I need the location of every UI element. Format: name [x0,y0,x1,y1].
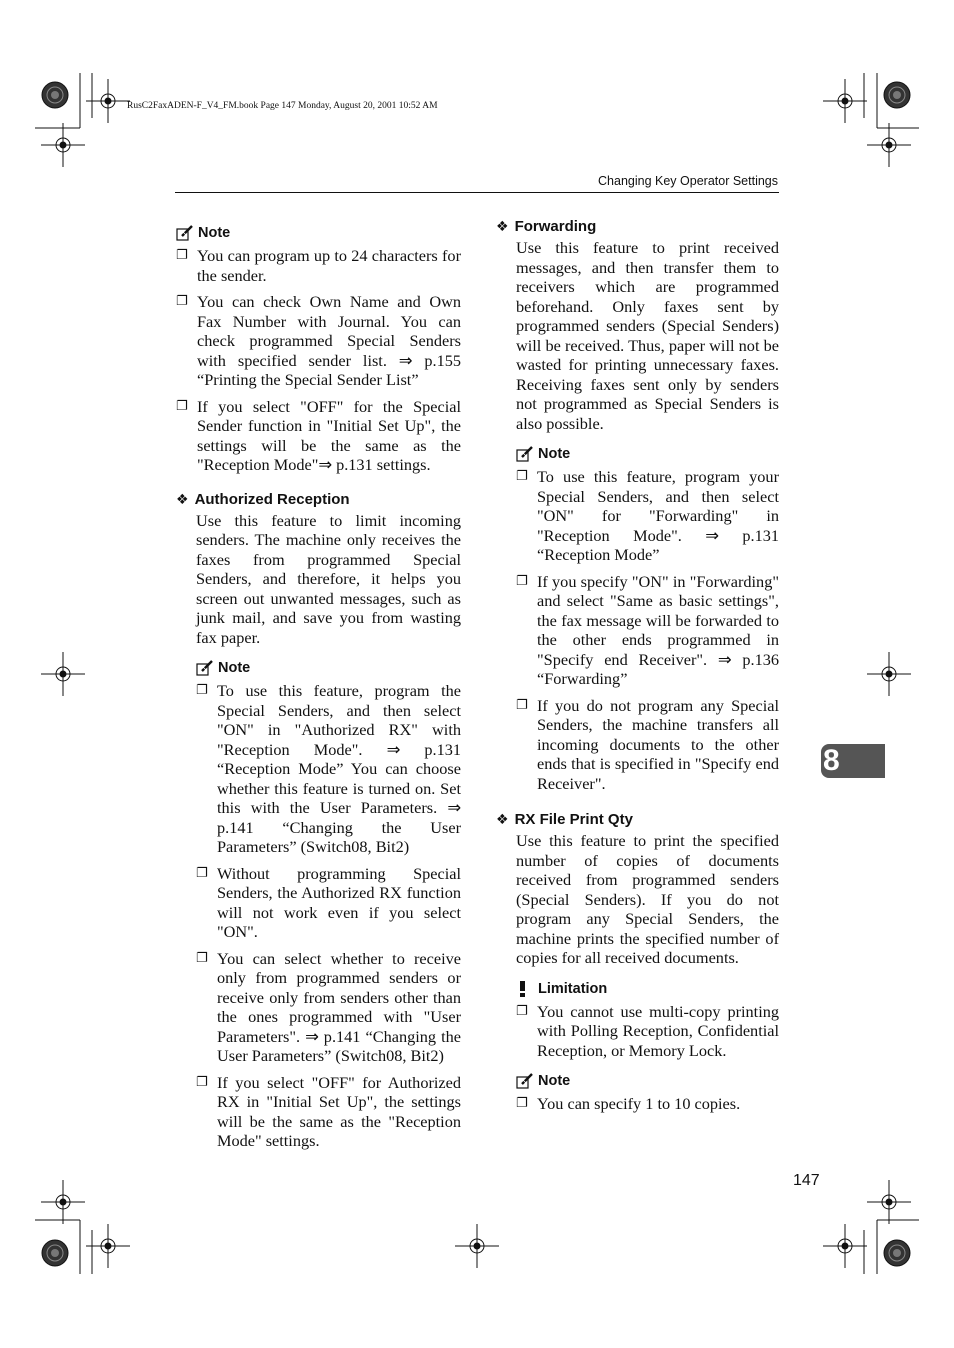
exclamation-icon [516,981,534,997]
right-column [496,216,779,1130]
list-item: ❐ You can select whether to receive only from programmed senders or receive only from senders other than the ones programmed with "User Parameters". ⇒ p.141 “Changing the User Parameters” (Switch08, Bit2) [196,948,461,1065]
checkbox-icon: ❐ [196,683,208,698]
list-item: ❐ To use this feature, program your Special Senders, and then select "ON" for "Forwarding" in "Reception Mode". ⇒ p.131 “Reception Mode” [516,467,779,564]
checkbox-icon: ❐ [196,865,208,881]
list-item: ❐ If you do not program any Special Senders, the machine transfers all incoming documents to the other ends that is specified in "Specify end Receiver". [516,695,779,793]
checkbox-icon: ❐ [516,1003,528,1019]
page-number: 147 [793,1172,820,1189]
checkbox-icon: ❐ [516,697,528,713]
limitation-box [516,978,779,1061]
forwarding-section [496,216,779,793]
authorized-reception-section [176,489,461,1151]
section-body: Use this feature to limit incoming senders. The machine only receives the faxes from programmed Special Senders, and therefore, it helps you screen out unwanted messages, such as junk mail, and save you from wasting fax paper. [196,510,461,647]
diamond-bullet-icon: ❖ [496,812,509,828]
list-item: ❐ Without programming Special Senders, the Authorized RX function will not work even if you select "ON". [196,863,461,941]
note-box [196,657,461,1151]
list-item: ❐ You cannot use multi-copy printing with Polling Reception, Confidential Reception, or Memory Lock. [516,1001,779,1060]
note-box [176,222,461,475]
list-item: ❐ If you select "OFF" for Authorized RX in "Initial Set Up", the settings will be the same as the "Reception Mode" settings. [196,1072,461,1150]
pencil-note-icon [196,660,214,676]
pencil-note-icon [516,446,534,462]
chapter-number: 8 [823,744,840,777]
rx-file-print-qty-section [496,809,779,1114]
section-title: Forwarding [514,218,597,235]
diamond-bullet-icon: ❖ [176,491,189,508]
checkbox-icon: ❐ [176,248,188,263]
checkbox-icon: ❐ [176,398,188,414]
section-title: RX File Print Qty [514,811,633,828]
pencil-note-icon [176,225,194,241]
section-body: Use this feature to print the specified number of copies of documents received from programmed senders (Special Senders). If you do not program any Special Senders, the machine prints the specified number of copies for all received documents. [516,831,779,967]
section-title: Authorized Reception [194,490,350,508]
file-header: RusC2FaxADEN-F_V4_FM.book Page 147 Monday, August 20, 2001 10:52 AM [127,101,438,111]
note-title: Note [538,446,571,462]
checkbox-icon: ❐ [516,469,528,484]
note-title: Note [198,225,231,241]
checkbox-icon: ❐ [196,1074,208,1090]
list-item: ❐ To use this feature, program the Special Senders, and then select "ON" in "Authorized RX" with "Reception Mode". ⇒ p.131 “Reception Mode” You can choose whether this feature is turned on. Set this with the User Parameters. ⇒ p.141 “Changing the User Parameters” (Switch08, Bit2) [196,681,461,856]
checkbox-icon: ❐ [176,294,188,309]
checkbox-icon: ❐ [196,950,208,966]
note-box [516,1070,779,1114]
diamond-bullet-icon: ❖ [496,219,509,235]
checkbox-icon: ❐ [516,573,528,589]
note-box [516,443,779,793]
running-head: Changing Key Operator Settings [598,174,778,188]
note-title: Note [218,660,251,676]
list-item: ❐ You can check Own Name and Own Fax Number with Journal. You can check programmed Special Senders with specified sender list. ⇒ p.155 “Printing the Special Sender List” [176,292,461,389]
list-item: ❐ You can specify 1 to 10 copies. [516,1094,741,1113]
checkbox-icon: ❐ [516,1096,528,1111]
chapter-tab [821,744,885,778]
list-item: ❐ You can program up to 24 characters for the sender. [176,246,461,285]
limitation-title: Limitation [538,980,608,997]
note-title: Note [538,1073,571,1089]
header-rule [175,192,779,193]
list-item: ❐ If you specify "ON" in "Forwarding" and select "Same as basic settings", the fax message will be forwarded to the other ends programmed in "Specify end Receiver". ⇒ p.136 “Forwarding” [516,571,779,688]
left-column [176,222,461,1167]
list-item: ❐ If you select "OFF" for the Special Sender function in "Initial Set Up", the settings will be the same as the "Reception Mode"⇒ p.131 settings. [176,396,461,474]
section-body: Use this feature to print received messages, and then transfer them to receivers which are programmed beforehand. Only faxes sent by programmed senders (Special Senders) will be received. Thus, paper will not be wasted for printing unnecessary faxes. Receiving faxes sent only by senders not programmed as Special Senders is also possible. [516,238,779,433]
pencil-note-icon [516,1073,534,1089]
